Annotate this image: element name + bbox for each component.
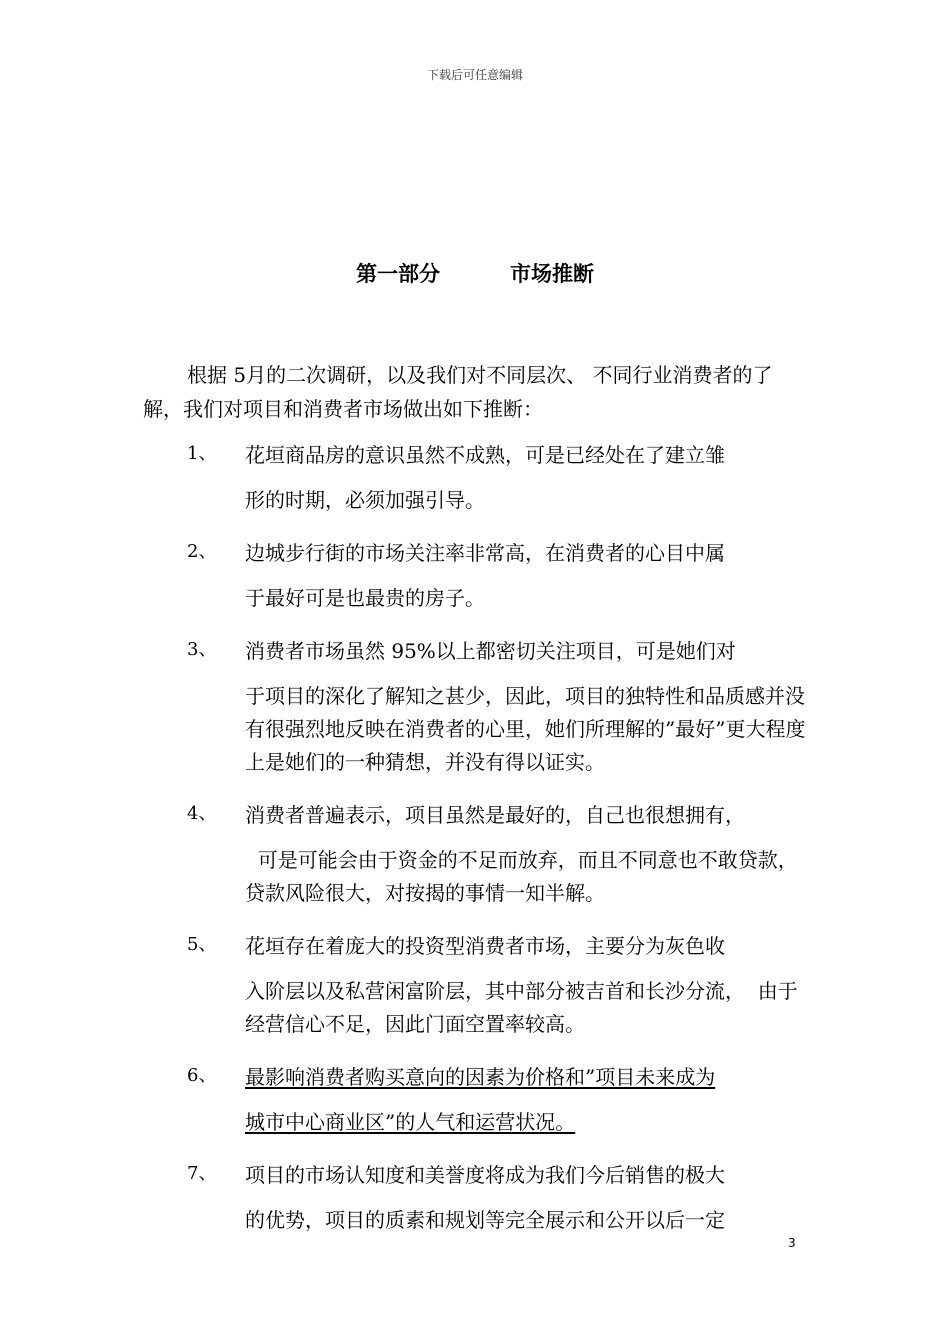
list-item-4: [143, 797, 811, 910]
item-text-rest: 形的时期，必须加强引导。: [245, 488, 485, 512]
item-number: 7、: [187, 1163, 217, 1184]
item-text-rest: 于项目的深化了解知之甚少，因此，项目的独特性和品质感并没有很强烈地反映在消费者的心里，她们所理解的”最好”更大程度上是她们的一种猜想，并没有得以证实。: [245, 684, 806, 774]
page-number: 3: [788, 1236, 796, 1250]
title-name: 市场推断: [510, 262, 594, 286]
section-title: [0, 258, 950, 288]
page-header: 下载后可任意编辑: [426, 68, 523, 82]
item-number: 3、: [187, 639, 217, 660]
item-text-rest: 可是可能会由于资金的不足而放弃，而且不同意也不敢贷款，贷款风险很大，对按揭的事情一知半解。: [245, 848, 798, 905]
item-number: 1、: [187, 443, 217, 464]
item-number: 4、: [187, 803, 217, 824]
title-part: 第一部分: [356, 262, 440, 286]
conclusion-list: [143, 437, 811, 1237]
item-text-rest: 的优势，项目的质素和规划等完全展示和公开以后一定: [245, 1208, 725, 1232]
list-item-1: [143, 437, 811, 517]
item-text-first: 项目的市场认知度和美誉度将成为我们今后销售的极大: [245, 1163, 725, 1187]
list-item-7: [143, 1157, 811, 1237]
list-item-5: [143, 928, 811, 1041]
item-text-rest: 入阶层以及私营闲富阶层，其中部分被吉首和长沙分流， 由于经营信心不足，因此门面空置率较高。: [245, 979, 798, 1036]
intro-paragraph: 根据 5月的二次调研，以及我们对不同层次、 不同行业消费者的了解，我们对项目和消费者市场做出如下推断：: [143, 363, 773, 421]
item-text-first: 花垣商品房的意识虽然不成熟，可是已经处在了建立雏: [245, 443, 725, 467]
item-text-rest: 城市中心商业区”的人气和运营状况。: [245, 1110, 576, 1134]
list-item-2: [143, 535, 811, 615]
item-text-first: 消费者市场虽然 95%以上都密切关注项目，可是她们对: [245, 639, 736, 663]
list-item-3: [143, 633, 811, 779]
item-text-first: 花垣存在着庞大的投资型消费者市场，主要分为灰色收: [245, 934, 725, 958]
list-item-6: [143, 1059, 811, 1139]
item-text-first: 边城步行街的市场关注率非常高，在消费者的心目中属: [245, 541, 725, 565]
item-number: 6、: [187, 1065, 217, 1086]
item-text-rest: 于最好可是也最贵的房子。: [245, 586, 485, 610]
item-text-first: 消费者普遍表示，项目虽然是最好的，自己也很想拥有，: [245, 803, 745, 827]
item-number: 2、: [187, 541, 217, 562]
item-text-first: 最影响消费者购买意向的因素为价格和”项目未来成为: [245, 1065, 716, 1089]
item-number: 5、: [187, 934, 217, 955]
